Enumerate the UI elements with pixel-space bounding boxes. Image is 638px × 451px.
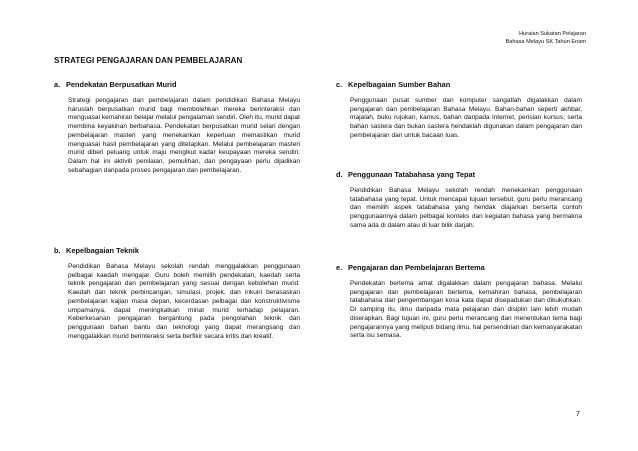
section-a-letter: a. [54, 80, 61, 89]
section-c-heading [336, 80, 582, 89]
section-c-body: Penggunaan pusat sumber dan komputer sangatlah digalakkan dalam pengajaran dan pembelajaran Bahasa Melayu. Bahan-bahan seperti akhbar, majalah, buku rujukan, kamus, bahan daripada internet, perisian kursus, serta bahan sastera dan bukan sastera hendaklah digunakan dalam pengajaran dan pembelajaran dan untuk bacaan luas. [350, 97, 582, 139]
section-a [54, 80, 300, 175]
section-d-letter: d. [336, 170, 343, 179]
section-b-body: Pendidikan Bahasa Melayu sekolah rendah menggalakkan penggunaan pelbagai kaedah mengajar. Guru boleh memilih pendekatan, kaedah serta teknik pengajaran dan pembelajaran yang sesuai dengan kebolehan murid. Kaedah dan teknik perbincangan, simulasi, projek, dan inkuiri berasaskan pembelajaran kajian masa depan, kecerdasan pelbagai dan konstruktivisme umpamanya, dapat meningkatkan minat murid terhadap pelajaran. Keberkesanan pengajaran bergantung pada pengolahan teknik dan penggunaan bahan bantu dan teknologi yang dapat merangsang dan menggalakkan murid berinteraksi serta berfikir secara kritis dan kreatif. [68, 263, 300, 340]
section-b [54, 246, 300, 341]
section-b-heading-text: Kepelbagaian Teknik [66, 246, 139, 255]
section-a-body: Strategi pengajaran dan pembelajaran dalam pendidikan Bahasa Melayu haruslah berpusatkan murid bagi membolehkan mereka berinteraksi dan menguasai kemahiran belajar melalui pengalaman sendiri. Oleh itu, murid dapat membina keyakinan berbahasa. Pendekatan berpusatkan murid selari dengan pembelajaran masteri yang menekankan keperluan memastikan murid menguasai hasil pembelajaran yang ditetapkan. Melalui pembelajaran masteri murid diberi peluang untuk maju mengikut kadar keupayaan mereka sendiri. Dalam hal ini aktiviti penilaian, pemulihan, dan pengayaan perlu dijadikan sebahagian daripada proses pengajaran dan pembelajaran. [68, 97, 300, 174]
section-d-heading [336, 170, 582, 179]
section-e [336, 263, 582, 341]
section-d [336, 170, 582, 231]
section-b-letter: b. [54, 246, 61, 255]
section-c-letter: c. [336, 80, 343, 89]
section-d-heading-text: Penggunaan Tatabahasa yang Tepat [348, 170, 476, 179]
header-line-1: Huraian Sukatan Pelajaran [519, 31, 586, 37]
page-number: 7 [575, 409, 580, 418]
section-e-letter: e. [336, 263, 343, 272]
section-d-body: Pendidikan Bahasa Melayu sekolah rendah menekankan penggunaan tatabahasa yang tepat. Untuk mencapai tujuan tersebut, guru perlu merancang dan memilih aspek tatabahasa yang hendak diajarkan berserta contoh penggunaannya dalam pelbagai konteks dan kegiatan bahasa yang bermakna sama ada di dalam atau di luar bilik darjah. [350, 187, 582, 229]
section-e-heading [336, 263, 582, 272]
section-e-heading-text: Pengajaran dan Pembelajaran Bertema [348, 263, 485, 272]
section-c [336, 80, 582, 141]
header-line-2: Bahasa Melayu SK Tahun Enam [505, 38, 586, 45]
running-header [506, 31, 586, 46]
section-e-body: Pendekatan bertema amat digalakkan dalam pengajaran bahasa. Melalui pengajaran dan pembelajaran bertema, kemahiran bahasa, pembelajaran tatabahasa dan pengembangan kosa kata dapat disepadukan dan dikukuhkan. Di samping itu, ilmu daripada mata pelajaran dan disiplin lain lebih mudah diserapkan. Bagi tujuan ini, guru perlu merancang dan menentukan tema bagi pengajarannya yang meliputi bidang ilmu, hal persendirian dan kemasyarakatan serta isu semasa. [350, 280, 582, 340]
section-a-heading-text: Pendekatan Berpusatkan Murid [66, 80, 177, 89]
section-a-heading [54, 80, 300, 89]
section-c-heading-text: Kepelbagaian Sumber Bahan [348, 80, 451, 89]
section-b-heading [54, 246, 300, 255]
page-title: STRATEGI PENGAJARAN DAN PEMBELAJARAN [54, 56, 243, 65]
